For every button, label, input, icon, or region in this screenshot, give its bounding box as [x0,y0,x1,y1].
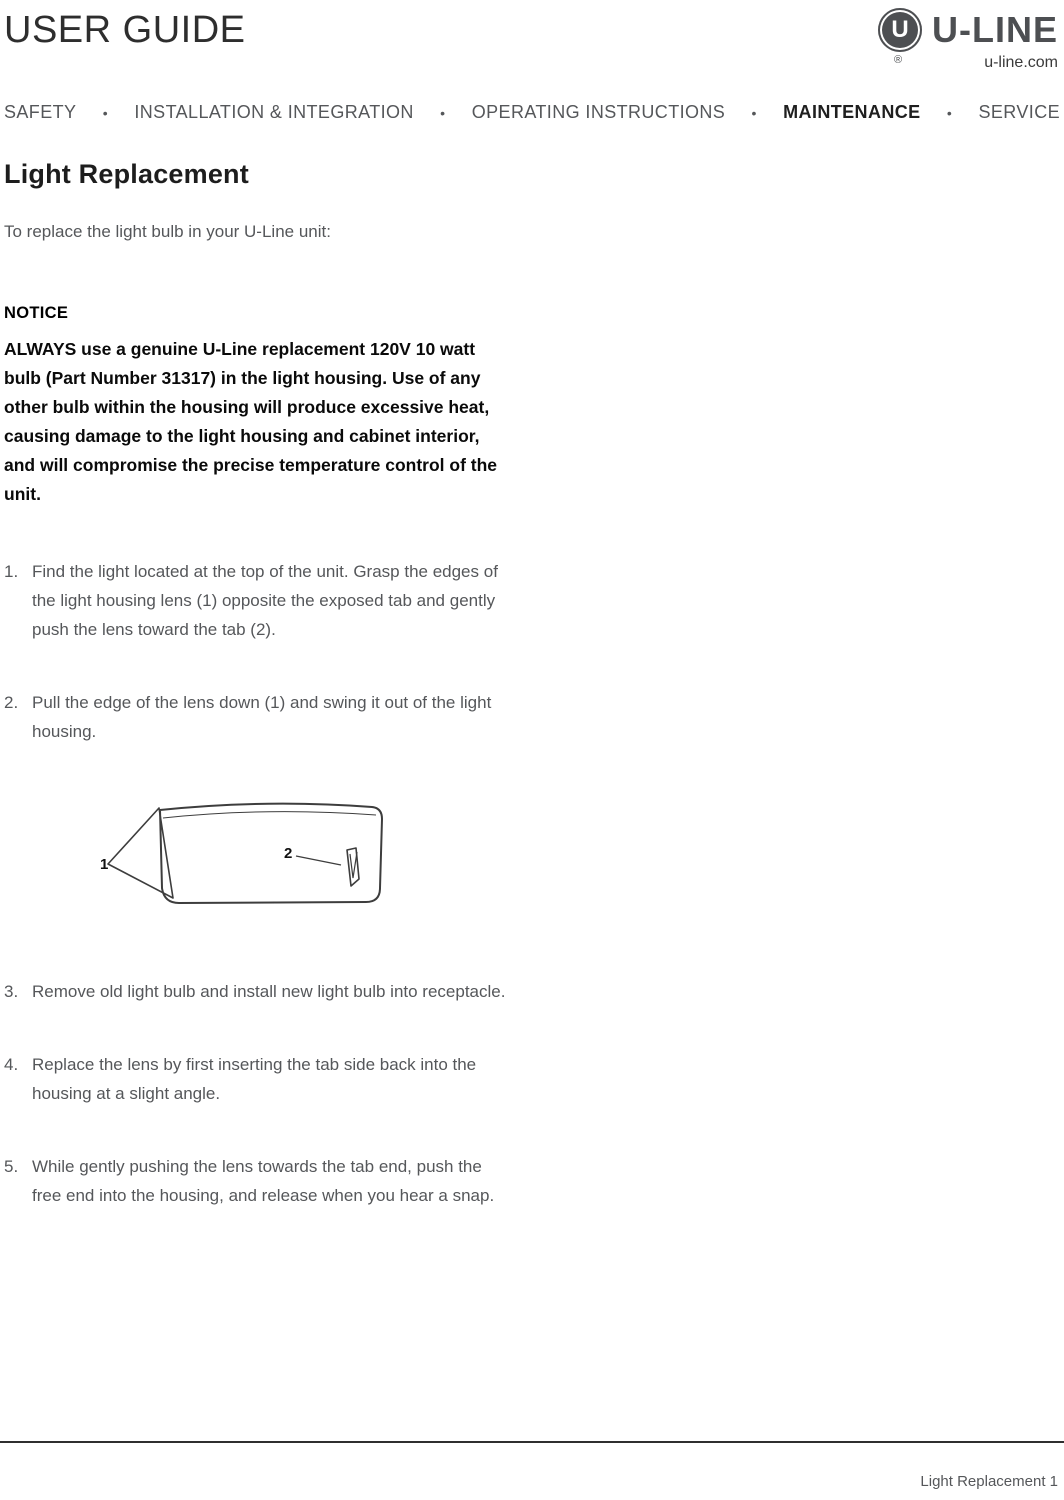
figure-label-2: 2 [284,845,293,862]
lens-tab-detail [350,852,357,878]
step-text: Find the light located at the top of the unit. Grasp the edges of the light housing lens (1) opposite the exposed tab and gently push the lens toward the tab (2). [32,562,498,639]
uline-logo-row [878,8,1058,52]
step-text: Pull the edge of the lens down (1) and swing it out of the light housing. [32,693,492,741]
uline-wordmark: U-LINE [932,9,1058,50]
step-item-3 [4,977,509,1006]
instruction-steps [4,557,509,1210]
breadcrumb-separator: • [102,104,109,121]
lens-outline [160,804,382,903]
breadcrumb-item-safety: SAFETY [4,102,77,122]
breadcrumb-item-service: SERVICE [978,102,1060,122]
uline-website-text: u-line.com [984,54,1058,71]
step-item-4 [4,1050,509,1108]
intro-text: To replace the light bulb in your U-Line unit: [4,222,331,241]
page-title: Light Replacement [4,159,249,189]
breadcrumb-separator: • [440,104,446,121]
step-item-2 [4,688,509,746]
page-header [4,8,1060,88]
main-content [4,159,509,1210]
uline-monogram-letter: U [891,16,909,43]
step-text: Replace the lens by first inserting the tab side back into the housing at a slight angle. [32,1055,477,1103]
notice-block [4,304,504,509]
lens-flap-triangle [108,808,173,898]
lens-inner-edge [163,812,376,818]
notice-body: ALWAYS use a genuine U-Line replacement 120V 10 watt bulb (Part Number 31317) in the light housing. Use of any other bulb within the housing will produce excessive heat, causing damage to the light housing and cabinet interior, and will compromise the precise temperature control of the unit. [4,339,498,504]
step-number: 3. [4,982,19,1001]
user-guide-heading: USER GUIDE [4,9,246,51]
label-2-leader-line [296,856,341,865]
step-number: 5. [4,1157,19,1176]
step-item-1 [4,557,509,644]
breadcrumb-separator: • [751,104,757,121]
uline-logo-subrow [878,54,1058,72]
step-number: 4. [4,1055,19,1074]
step-number: 2. [4,693,19,712]
footer-page-label: Light Replacement 1 [920,1473,1058,1490]
lens-diagram-drawing [100,794,400,919]
uline-logo [878,8,1060,72]
breadcrumb-separator: • [946,104,953,121]
step-text: While gently pushing the lens towards the tab end, push the free end into the housing, and release when you hear a snap. [32,1157,495,1205]
breadcrumb-item-operating-instructions: OPERATING INSTRUCTIONS [471,102,726,122]
breadcrumb-item-maintenance: MAINTENANCE [783,102,921,122]
uline-monogram-icon [878,8,922,52]
step-number: 1. [4,562,19,581]
footer-divider [0,1441,1064,1443]
registered-trademark-symbol: ® [894,54,903,66]
notice-heading: NOTICE [4,304,69,322]
step-text: Remove old light bulb and install new light bulb into receptacle. [32,982,506,1001]
figure-label-1: 1 [100,856,109,873]
lens-diagram [100,794,400,919]
step-item-5 [4,1152,509,1210]
breadcrumb-item-installation-integration: INSTALLATION & INTEGRATION [134,102,414,122]
breadcrumb [4,102,1060,123]
